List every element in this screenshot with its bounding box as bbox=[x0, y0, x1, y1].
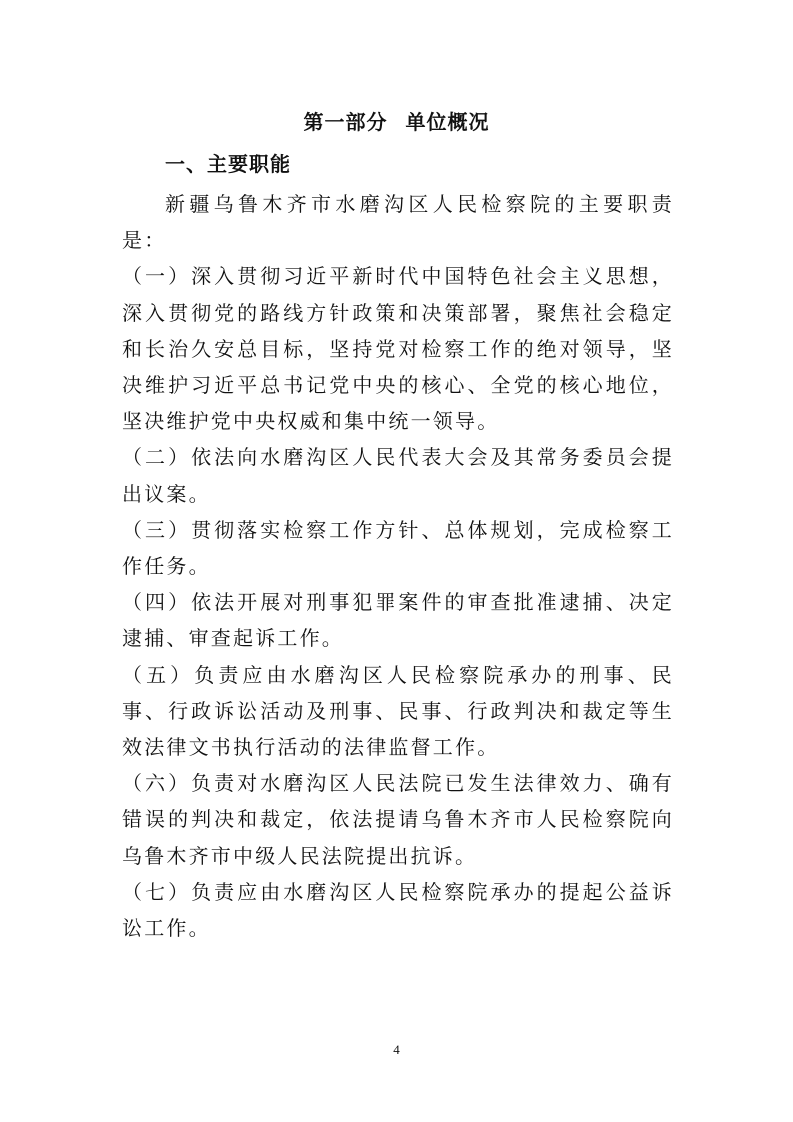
document-body bbox=[122, 186, 674, 946]
page-number: 4 bbox=[393, 1042, 400, 1057]
duty-item-2: （二）依法向水磨沟区人民代表大会及其常务委员会提出议案。 bbox=[122, 445, 674, 506]
page-title: 第一部分 单位概况 bbox=[303, 110, 490, 134]
duty-item-6: （六）负责对水磨沟区人民法院已发生法律效力、确有错误的判决和裁定，依法提请乌鲁木齐市人民检察院向乌鲁木齐市中级人民法院提出抗诉。 bbox=[122, 771, 674, 868]
duty-item-4: （四）依法开展对刑事犯罪案件的审查批准逮捕、决定逮捕、审查起诉工作。 bbox=[122, 590, 674, 651]
section-heading: 一、主要职能 bbox=[165, 152, 291, 176]
intro-paragraph: 新疆乌鲁木齐市水磨沟区人民检察院的主要职责是： bbox=[122, 192, 674, 253]
duty-item-7: （七）负责应由水磨沟区人民检察院承办的提起公益诉讼工作。 bbox=[122, 879, 674, 941]
duty-item-3: （三）贯彻落实检察工作方针、总体规划，完成检察工作任务。 bbox=[122, 517, 674, 579]
duty-item-5: （五）负责应由水磨沟区人民检察院承办的刑事、民事、行政诉讼活动及刑事、民事、行政判决和裁定等生效法律文书执行活动的法律监督工作。 bbox=[122, 662, 674, 760]
duty-item-1: （一）深入贯彻习近平新时代中国特色社会主义思想，深入贯彻党的路线方针政策和决策部署，聚焦社会稳定和长治久安总目标，坚持党对检察工作的绝对领导，坚决维护习近平总书记党中央的核心、全党的核心地位，坚决维护党中央权威和集中统一领导。 bbox=[122, 264, 674, 434]
